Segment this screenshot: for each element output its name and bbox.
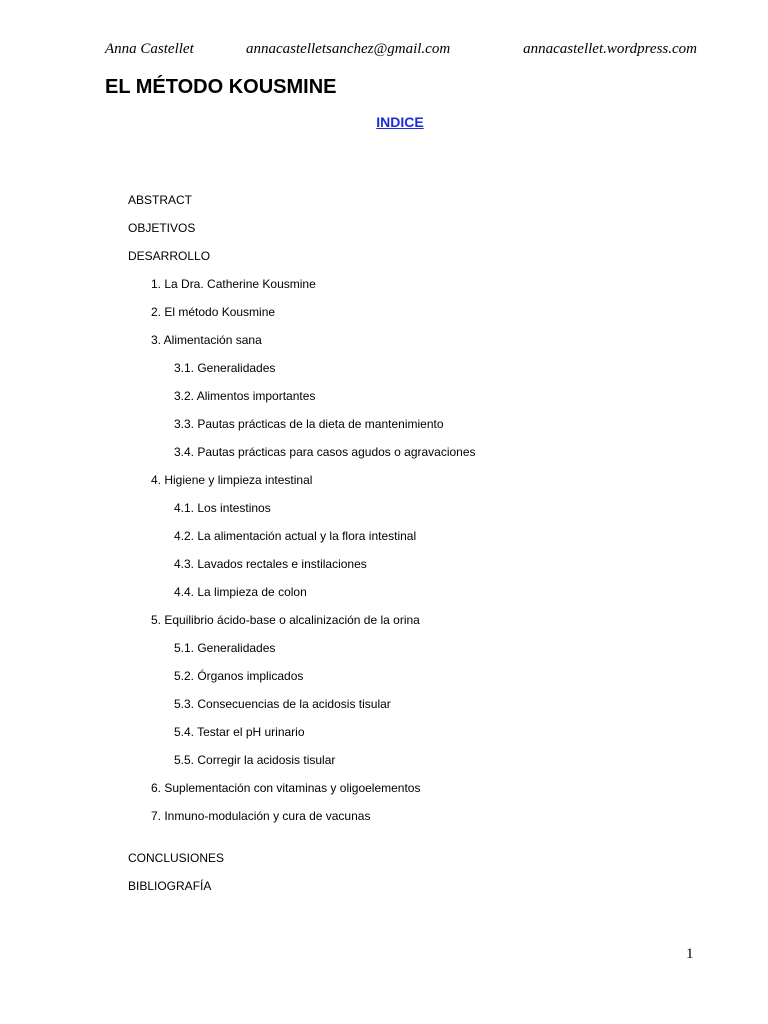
toc-item-section-4: 4. Higiene y limpieza intestinal — [151, 473, 313, 487]
index-heading-link[interactable]: INDICE — [376, 114, 424, 130]
page-header — [105, 41, 697, 61]
toc-item-section-5-4: 5.4. Testar el pH urinario — [174, 725, 305, 739]
toc-item-abstract: ABSTRACT — [128, 193, 193, 207]
toc-item-section-2: 2. El método Kousmine — [151, 305, 276, 319]
toc-item-section-5-5: 5.5. Corregir la acidosis tisular — [174, 753, 336, 767]
toc-item-section-4-2: 4.2. La alimentación actual y la flora intestinal — [174, 529, 417, 543]
toc-item-section-4-4: 4.4. La limpieza de colon — [174, 585, 307, 599]
toc-item-section-6: 6. Suplementación con vitaminas y oligoelementos — [151, 781, 421, 795]
toc-item-conclusiones: CONCLUSIONES — [128, 851, 225, 865]
toc-item-section-4-3: 4.3. Lavados rectales e instilaciones — [174, 557, 367, 571]
toc-item-section-7: 7. Inmuno-modulación y cura de vacunas — [151, 809, 371, 823]
toc-item-bibliografia: BIBLIOGRAFÍA — [128, 879, 212, 893]
header-author: Anna Castellet — [105, 41, 194, 57]
toc-item-objetivos: OBJETIVOS — [128, 221, 196, 235]
header-website: annacastellet.wordpress.com — [523, 41, 697, 57]
toc-item-section-1: 1. La Dra. Catherine Kousmine — [151, 277, 316, 291]
toc-item-section-3-2: 3.2. Alimentos importantes — [174, 389, 316, 403]
toc-item-section-3-4: 3.4. Pautas prácticas para casos agudos o agravaciones — [174, 445, 476, 459]
toc-item-section-5-3: 5.3. Consecuencias de la acidosis tisular — [174, 697, 391, 711]
toc-item-section-3-1: 3.1. Generalidades — [174, 361, 276, 375]
document-title: EL MÉTODO KOUSMINE — [105, 76, 337, 98]
toc-item-section-5: 5. Equilibrio ácido-base o alcalinización de la orina — [151, 613, 420, 627]
toc-item-section-3: 3. Alimentación sana — [151, 333, 262, 347]
page-number: 1 — [686, 946, 694, 962]
header-email: annacastelletsanchez@gmail.com — [246, 41, 451, 57]
toc-item-section-5-2: 5.2. Órganos implicados — [174, 669, 304, 683]
toc-item-section-5-1: 5.1. Generalidades — [174, 641, 276, 655]
toc-item-section-4-1: 4.1. Los intestinos — [174, 501, 271, 515]
toc-item-desarrollo: DESARROLLO — [128, 249, 211, 263]
toc-item-section-3-3: 3.3. Pautas prácticas de la dieta de mantenimiento — [174, 417, 444, 431]
